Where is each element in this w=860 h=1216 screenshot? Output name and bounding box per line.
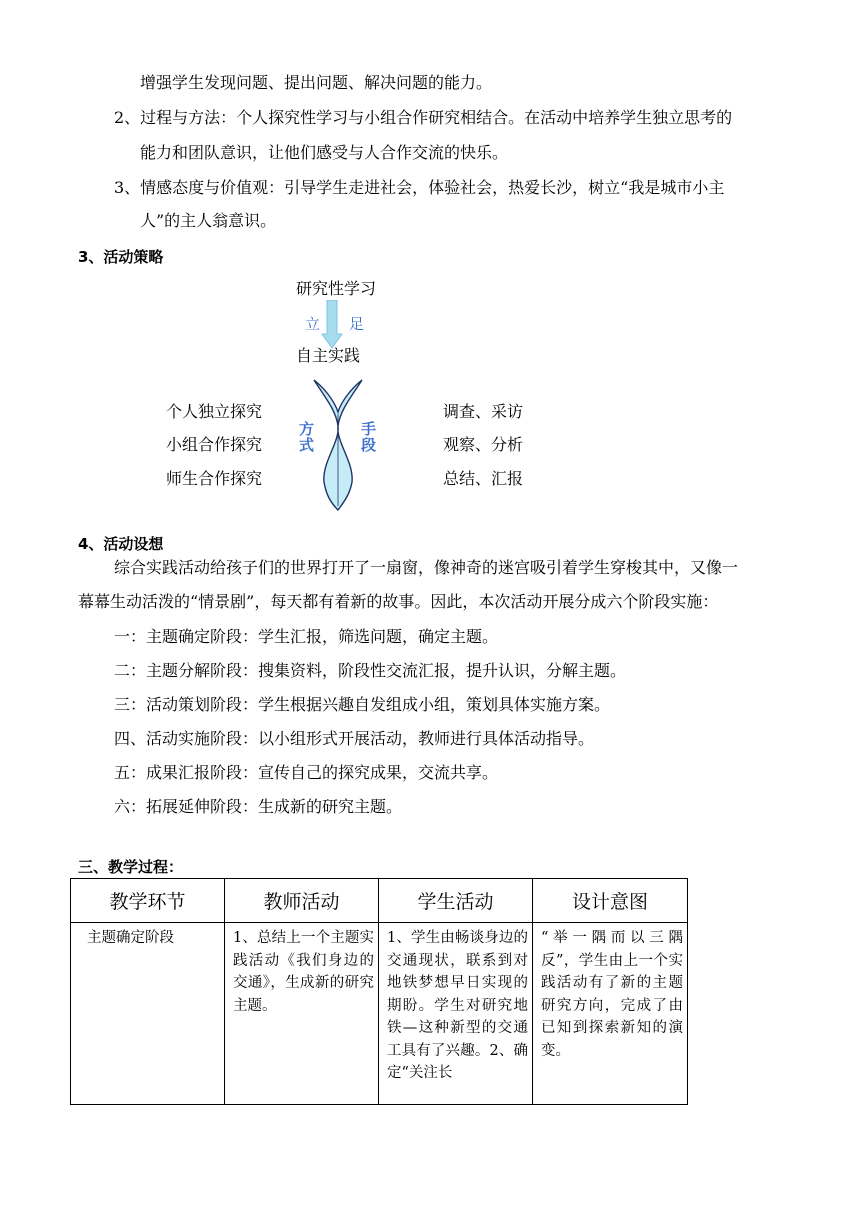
method-item: 个人独立探究 [166,402,263,421]
method-item: 师生合作探究 [166,469,263,488]
table-header-row [71,879,688,923]
table-cell [379,923,533,1105]
plan-paragraph-line1: 综合实践活动给孩子们的世界打开了一扇窗，像神奇的迷宫吸引着学生穿梭其中，又像一 [114,558,739,577]
design-intent-cell: “举一隅而以三隅反”，学生由上一个实践活动有了新的主题研究方向，完成了由已知到探索新知的演变。 [541,930,683,1059]
method-item: 小组合作探究 [166,435,263,454]
diagram-middle-label: 自主实践 [296,346,361,365]
teaching-process-table [70,878,688,1105]
stage-item: 六：拓展延伸阶段：生成新的研究主题。 [114,797,403,816]
header-cell: 学生活动 [379,879,533,923]
table-cell [225,923,379,1105]
process-heading: 三、教学过程： [78,858,184,876]
crossed-blades-shape [310,378,366,512]
stage-cell: 主题确定阶段 [87,930,174,946]
down-arrow [320,300,344,350]
stage-item: 二：主题分解阶段：搜集资料，阶段性交流汇报，提升认识，分解主题。 [114,661,627,680]
goal-item-2-cont: 能力和团队意识，让他们感受与人合作交流的快乐。 [140,143,509,162]
table-cell [71,923,225,1105]
stage-item: 一：主题确定阶段：学生汇报，筛选问题，确定主题。 [114,627,499,646]
plan-heading: 4、活动设想 [78,535,164,553]
diagram-top-label: 研究性学习 [296,279,377,298]
stage-item: 四、活动实施阶段：以小组形式开展活动，教师进行具体活动指导。 [114,729,595,748]
means-item: 观察、分析 [443,435,524,454]
header-cell: 教师活动 [225,879,379,923]
goal-item-3: 3、情感态度与价值观：引导学生走进社会，体验社会，热爱长沙，树立“我是城市小主 [114,178,725,197]
header-cell: 设计意图 [533,879,688,923]
goal1-continuation: 增强学生发现问题、提出问题、解决问题的能力。 [140,73,493,92]
stage-item: 五：成果汇报阶段：宣传自己的探究成果，交流共享。 [114,763,499,782]
stage-item: 三：活动策划阶段：学生根据兴趣自发组成小组，策划具体实施方案。 [114,695,611,714]
means-item: 总结、汇报 [443,469,524,488]
table-cell [533,923,688,1105]
arrow-label-left: 立 [305,315,321,333]
goal-item-3-cont: 人”的主人翁意识。 [140,211,277,230]
arrow-label-right: 足 [349,315,365,333]
teacher-activity-cell: 1、总结上一个主题实践活动《我们身边的交通》，生成新的研究主题。 [233,930,374,1014]
table-row [71,923,688,1105]
goal-item-2: 2、过程与方法：个人探究性学习与小组合作研究相结合。在活动中培养学生独立思考的 [114,108,733,127]
methods-label: 方 式 [299,420,315,454]
header-cell: 教学环节 [71,879,225,923]
strategy-heading: 3、活动策略 [78,248,164,266]
plan-paragraph-line2: 幕幕生动活泼的“情景剧”，每天都有着新的故事。因此，本次活动开展分成六个阶段实施： [78,592,719,611]
student-activity-cell: 1、学生由畅谈身边的交通现状，联系到对地铁梦想早日实现的期盼。学生对研究地铁—这种新型的交通工具有了兴趣。2、确定“关注长 [387,930,528,1081]
means-item: 调查、采访 [443,402,524,421]
means-label: 手 段 [361,420,377,454]
